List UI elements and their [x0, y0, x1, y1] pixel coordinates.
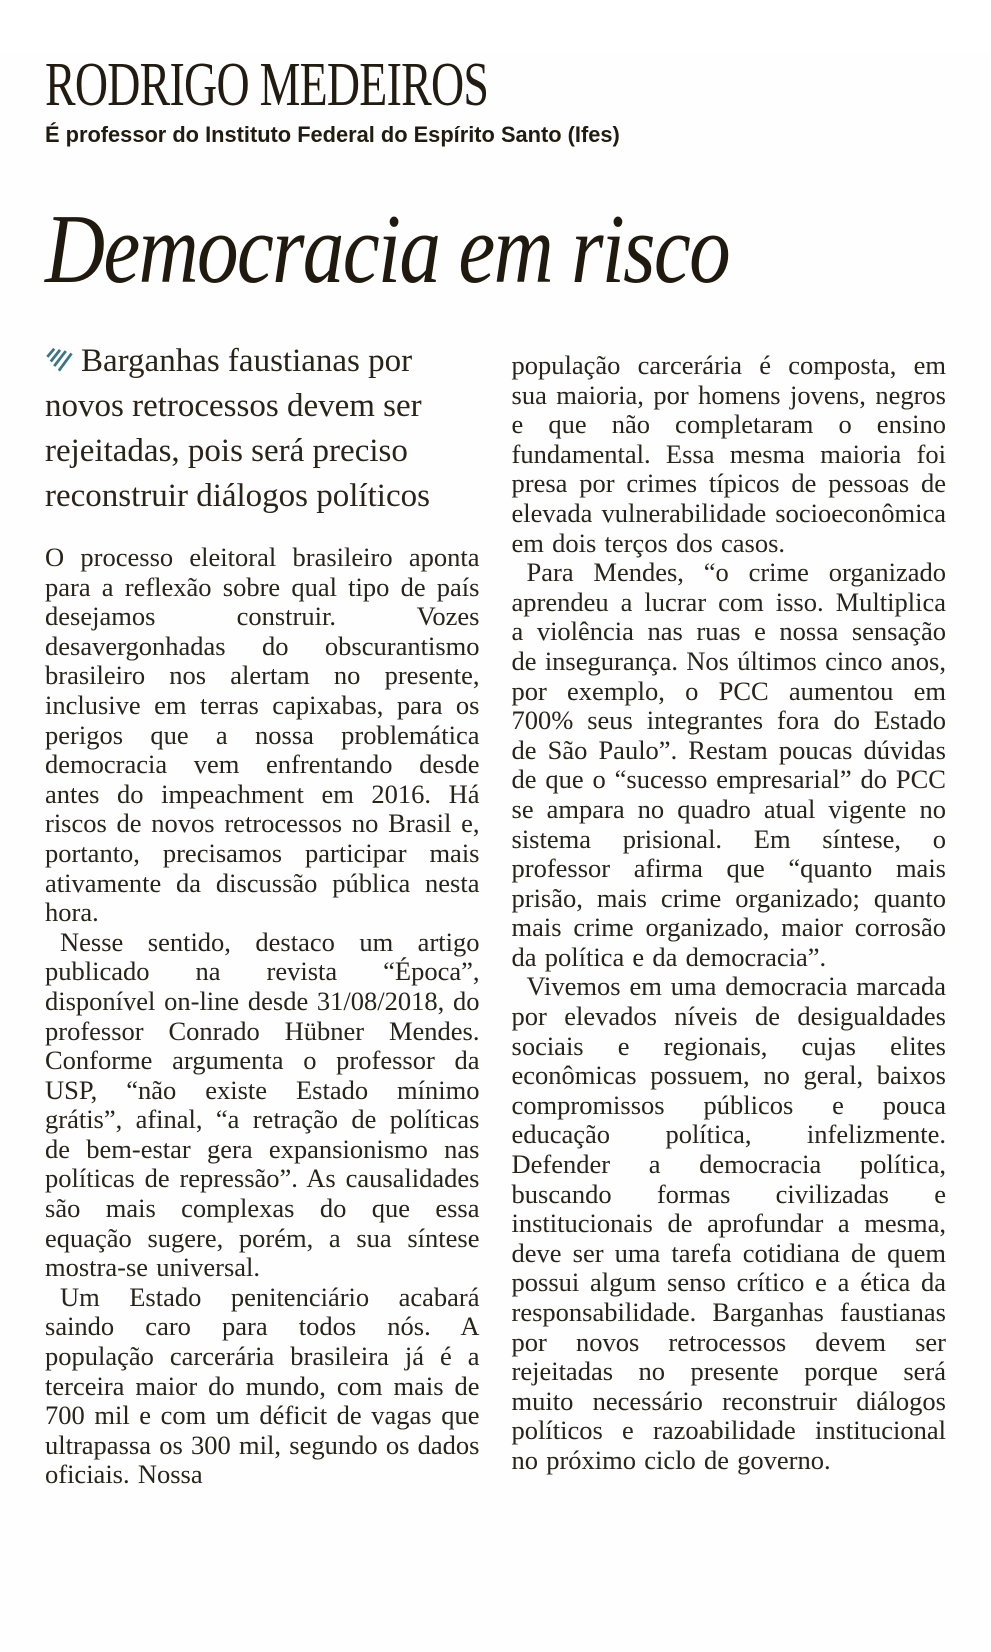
paragraph: Um Estado penitenciário acabará saindo caro para todos nós. A população carcerária brasileira já é a terceira maior do mundo, com mais de 700 mil e com um déficit de vagas que ultrapassa os 300 mil, segundo os dados oficiais. Nossa [45, 1281, 480, 1490]
right-column [512, 339, 947, 1490]
article-headline: Democracia em risco [45, 195, 729, 304]
left-column [45, 339, 480, 1490]
article-header [45, 51, 946, 148]
article-columns [45, 339, 946, 1490]
lede-text: Barganhas faustianas por novos retrocessos devem ser rejeitadas, pois será preciso reconstruir diálogos políticos [45, 343, 430, 514]
paragraph: O processo eleitoral brasileiro aponta para a reflexão sobre qual tipo de país desejamos construir. Vozes desavergonhadas do obscurantismo brasileiro nos alertam no presente, inclusive em terras capixabas, para os perigos que a nossa problemática democracia vem enfrentando desde antes do impeachment em 2016. Há riscos de novos retrocessos no Brasil e, portanto, precisamos participar mais ativamente da discussão pública nesta hora. [45, 542, 480, 928]
author-byline: É professor do Instituto Federal do Espírito Santo (Ifes) [45, 122, 620, 147]
article-page [0, 51, 991, 1652]
paragraph: Vivemos em uma democracia marcada por elevados níveis de desigualdades sociais e regionais, cujas elites econômicas possuem, no geral, baixos compromissos públicos e pouca educação política, infelizmente. Defender a democracia política, buscando formas civilizadas e institucionais de aprofundar a mesma, deve ser uma tarefa cotidiana de quem possui algum senso crítico e a ética da responsabilidade. Barganhas faustianas por novos retrocessos devem ser rejeitadas no presente porque será muito necessário reconstruir diálogos políticos e razoabilidade institucional no próximo ciclo de governo. [511, 971, 946, 1475]
paragraph: população carcerária é composta, em sua maioria, por homens jovens, negros e que não completaram o ensino fundamental. Essa mesma maioria foi presa por crimes típicos de pessoas de elevada vulnerabilidade socioeconômica em dois terços dos casos. [511, 350, 946, 558]
author-name: RODRIGO MEDEIROS [45, 51, 489, 119]
paragraph: Nesse sentido, destaco um artigo publicado na revista “Época”, disponível on-line desde 31/08/2018, do professor Conrado Hübner Mendes. Conforme argumenta o professor da USP, “não existe Estado mínimo grátis”, afinal, “a retração de políticas de bem-estar gera expansionismo nas políticas de repressão”. As causalidades são mais complexas do que essa equação sugere, porém, a sua síntese mostra-se universal. [45, 926, 480, 1283]
article-lede [45, 339, 480, 519]
hatch-marks-icon [45, 343, 75, 373]
paragraph: Para Mendes, “o crime organizado aprendeu a lucrar com isso. Multiplica a violência nas ruas e nossa sensação de insegurança. Nos últimos cinco anos, por exemplo, o PCC aumentou em 700% seus integrantes fora do Estado de São Paulo”. Restam poucas dúvidas de que o “sucesso empresarial” do PCC se ampara no quadro atual vigente no sistema prisional. Em síntese, o professor afirma que “quanto mais prisão, mais crime organizado; quanto mais crime organizado, maior corrosão da política e da democracia”. [511, 557, 946, 972]
